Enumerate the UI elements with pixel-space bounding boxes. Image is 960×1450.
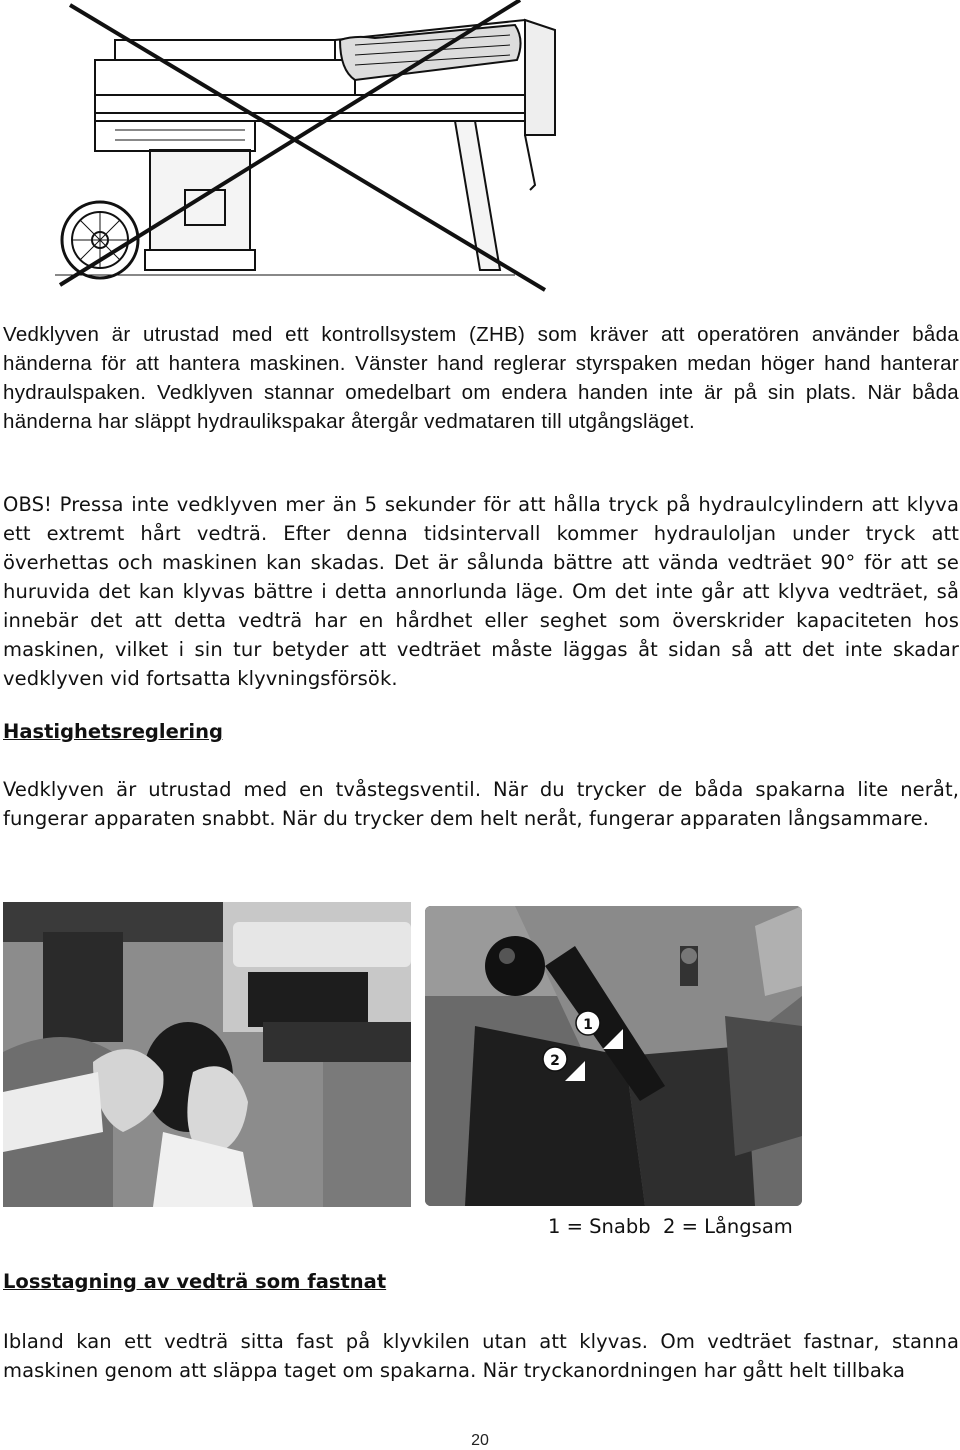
page-number: 20 [471,1432,489,1449]
marker-1-label: 1 [583,1017,593,1033]
paragraph-stuck-log: Ibland kan ett vedträ sitta fast på klyvkilen utan att klyvas. Om vedträet fastnar, stanna maskinen genom att släppa taget om spakarna. När tryckanordningen har gått helt tillbaka [3,1330,959,1382]
heading-speed-control: Hastighetsreglering [3,720,223,743]
paragraph-speed-control: Vedklyven är utrustad med en tvåstegsventil. När du trycker de båda spakarna lite neråt, fungerar apparaten snabbt. När du trycker dem helt neråt, fungerar apparaten långsammare. [3,778,959,830]
crossed-out-log-splitter-illustration [55,0,575,292]
paragraph-obs-warning: OBS! Pressa inte vedklyven mer än 5 sekunder för att hålla tryck på hydraulcylindern att klyva ett extremt hårt vedträ. Efter denna tidsintervall kommer hydrauloljan under tryck att överhettas och maskinen kan skadas. Det är sålunda bättre att vända vedträet 90° för att se huruvida det kan klyvas bättre i detta annorlunda läge. Om det inte går att klyva vedträet, så innebär det att detta vedträ har en hårdhet eller seghet som överskrider kapaciteten hos maskinen, vilket i sin tur betyder att vedträet måste läggas åt sidan så att det inte skadar vedklyven vid fortsatta klyvningsförsök. [3,493,959,690]
photo-lever-positions [425,906,802,1206]
marker-2-label: 2 [550,1053,560,1069]
heading-stuck-log: Losstagning av vedträ som fastnat [3,1270,387,1293]
figure-caption: 1 = Snabb 2 = Långsam [548,1215,793,1238]
photo-two-hand-operation [3,902,411,1207]
paragraph-zhb-control: Vedklyven är utrustad med ett kontrollsystem (ZHB) som kräver att operatören använder båda händerna för att hantera maskinen. Vänster hand reglerar styrspaken medan höger hand hanterar hydraulspaken. Vedklyven stannar omedelbart om endera handen inte är på sin plats. När båda händerna har släppt hydraulikspakar återgår vedmataren till utgångsläget. [3,323,959,433]
